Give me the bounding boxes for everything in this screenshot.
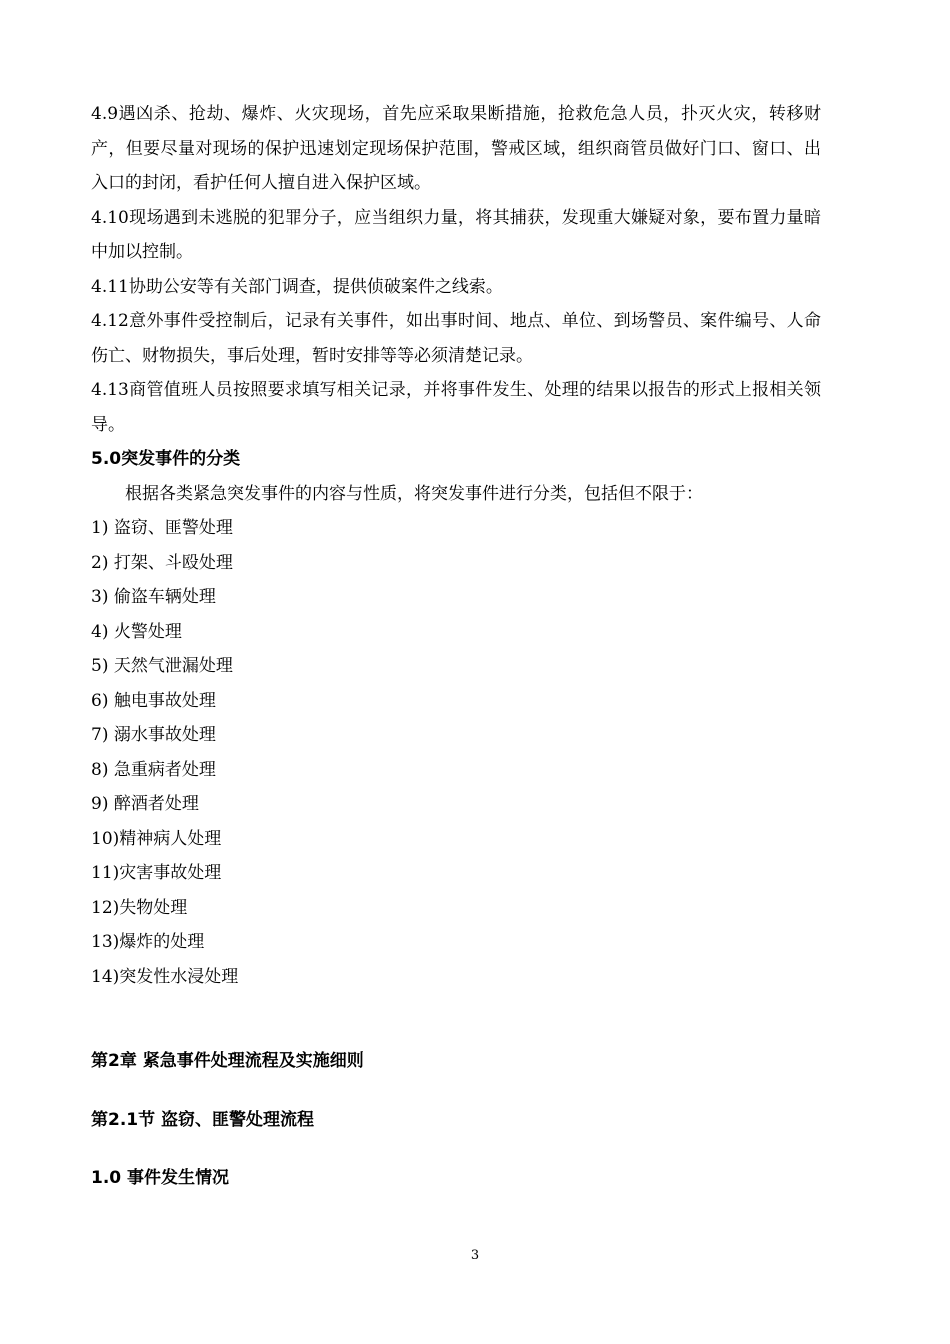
paragraph-4-11: 4.11协助公安等有关部门调查，提供侦破案件之线索。 <box>91 276 503 297</box>
spacer <box>91 1137 821 1161</box>
list-item: 6) 触电事故处理 <box>91 690 216 711</box>
list-item: 3) 偷盗车辆处理 <box>91 587 216 607</box>
subsection-1-0-heading: 1.0 事件发生情况 <box>91 1168 230 1188</box>
list-item: 9) 醉酒者处理 <box>91 794 199 814</box>
spacer <box>91 994 821 1044</box>
list-item: 1) 盗窃、匪警处理 <box>91 518 233 538</box>
section-2-1-heading: 第2.1节 盗窃、匪警处理流程 <box>91 1109 315 1130</box>
page-number: 3 <box>470 1248 480 1263</box>
list-item: 4) 火警处理 <box>91 621 182 642</box>
paragraph-4-9: 4.9遇凶杀、抢劫、爆炸、火灾现场，首先应采取果断措施，抢救危急人员，扑灭火灾，转移财产，但要尽量对现场的保护迅速划定现场保护范围，警戒区域，组织商管员做好门口、窗口、出入口的封闭，看护任何人擅自进入保护区域。 <box>91 104 821 193</box>
list-item: 10)精神病人处理 <box>91 828 222 849</box>
page-content <box>91 97 821 1196</box>
paragraph-4-13: 4.13商管值班人员按照要求填写相关记录，并将事件发生、处理的结果以报告的形式上报相关领导。 <box>91 380 821 435</box>
list-item: 2) 打架、斗殴处理 <box>91 552 233 573</box>
list-item: 11)灾害事故处理 <box>91 863 222 883</box>
section-5-heading: 5.0突发事件的分类 <box>91 449 241 469</box>
list-item: 13)爆炸的处理 <box>91 932 205 952</box>
paragraph-4-12: 4.12意外事件受控制后，记录有关事件，如出事时间、地点、单位、到场警员、案件编号、人命伤亡、财物损失，事后处理，暂时安排等等必须清楚记录。 <box>91 311 821 366</box>
chapter-2-heading: 第2章 紧急事件处理流程及实施细则 <box>91 1051 364 1071</box>
incident-category-list <box>91 511 821 994</box>
paragraph-4-10: 4.10现场遇到未逃脱的犯罪分子，应当组织力量，将其捕获，发现重大嫌疑对象，要布置力量暗中加以控制。 <box>91 207 821 262</box>
list-item: 7) 溺水事故处理 <box>91 725 216 745</box>
list-item: 5) 天然气泄漏处理 <box>91 656 233 676</box>
spacer <box>91 1079 821 1103</box>
section-5-intro: 根据各类紧急突发事件的内容与性质，将突发事件进行分类，包括但不限于： <box>125 483 703 504</box>
list-item: 12)失物处理 <box>91 897 188 918</box>
list-item: 8) 急重病者处理 <box>91 759 216 780</box>
list-item: 14)突发性水浸处理 <box>91 966 239 987</box>
